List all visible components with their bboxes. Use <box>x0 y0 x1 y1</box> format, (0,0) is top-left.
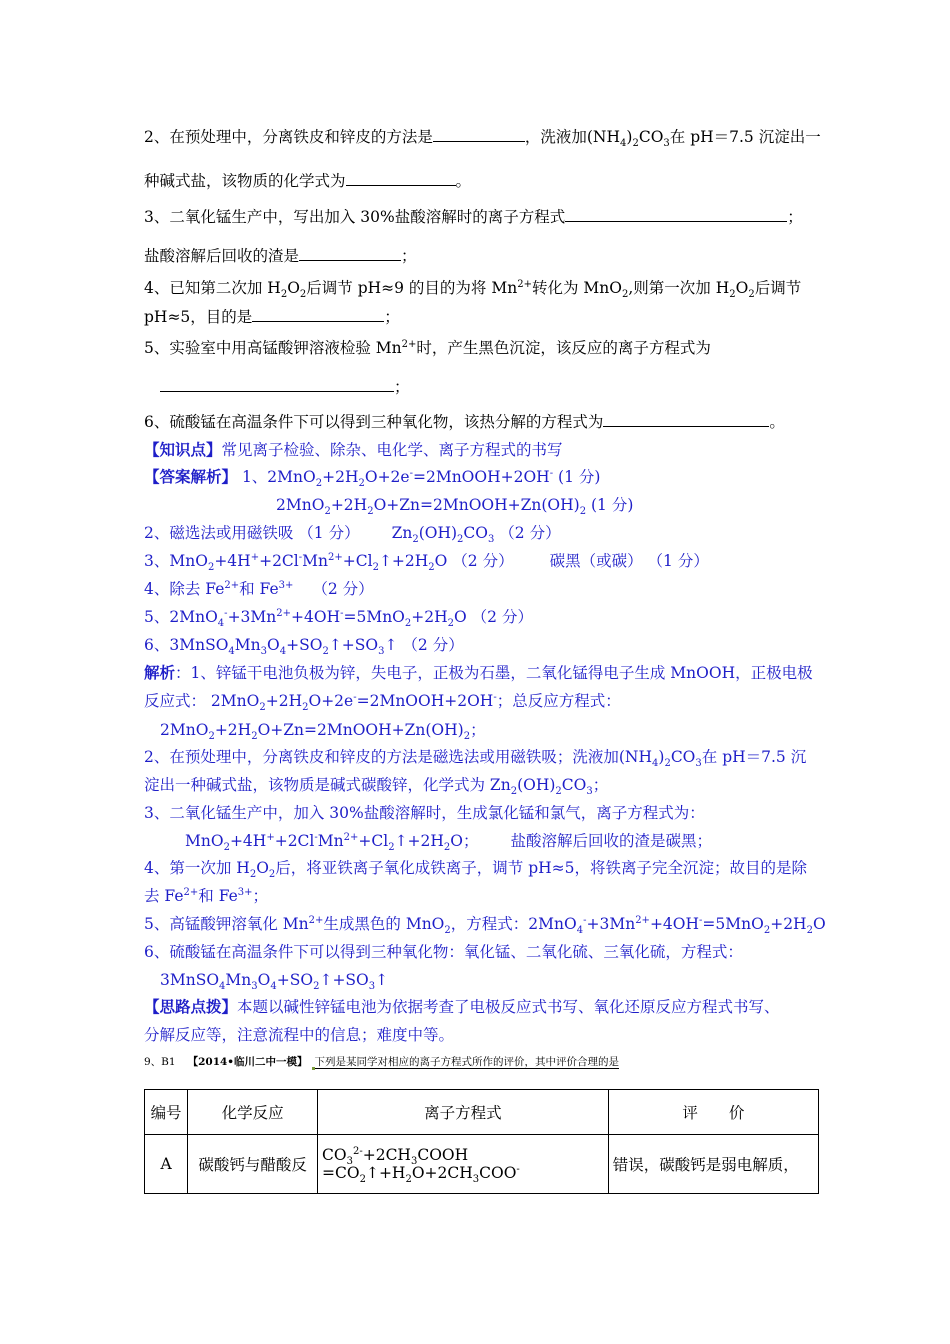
header-cell: 编号 <box>145 1090 188 1135</box>
q2-line1: 2、在预处理中，分离铁皮和锌皮的方法是 ，洗液加$(NH_4)_2CO_3$在 pH＝7.5 沉淀出一 <box>144 128 821 150</box>
header-cell: 化学反应 <box>188 1090 318 1135</box>
header-cell: 评 价 <box>608 1090 818 1135</box>
question-9-header: 9、B1 【2014•临川二中一模】 下列是某同学对相应的离子方程式所作的评价，其中评价合理的是 <box>144 1056 620 1068</box>
row-reaction: 碳酸钙与醋酸反 <box>188 1135 318 1194</box>
analysis-6-line1: 6、硫酸锰在高温条件下可以得到三种氧化物：氧化锰、二氧化硫、三氧化硫，方程式： <box>144 943 743 961</box>
q4-line1: 4、已知第二次加 $H_2O_2$后调节 pH≈9 的目的为将 $Mn^{2+}$转化为 MnO$_2$,则第一次加 $H_2O_2$后调节 <box>144 278 802 301</box>
row-id: A <box>145 1135 188 1194</box>
hint-line2: 分解反应等，注意流程中的信息；难度中等。 <box>144 1026 455 1044</box>
analysis-6-line2: $3MnSO_4Mn_3O_4+SO_2↑+SO_3↑$ <box>160 971 389 993</box>
analysis-3-line1: 3、二氧化锰生产中，加入 30%盐酸溶解时，生成氯化锰和氯气，离子方程式为： <box>144 804 705 822</box>
answer-3: 3、$MnO_2+4H^++2Cl^-Mn^{2+}+Cl_2↑+2H_2O$ （2 分） 碳黑（或碳） （1 分） <box>144 551 709 574</box>
analysis-5-line1: 5、高锰酸钾溶氧化 $Mn^{2+}$生成黑色的 MnO$_2$，方程式：$2MnO_4^-+3Mn^{2+}+4OH^-=5MnO_2+2H_2O$ <box>144 914 826 937</box>
answer-blank[interactable] <box>346 170 456 186</box>
answer-blank[interactable] <box>160 376 394 392</box>
analysis-1-line3: $2MnO_2+2H_2O+Zn=2MnOOH+Zn(OH)_2$； <box>160 721 486 743</box>
analysis-2-line1: 2、在预处理中，分离铁皮和锌皮的方法是磁选法或用磁铁吸；洗液加$(NH_4)_2CO_3$在 pH＝7.5 沉 <box>144 748 807 770</box>
table-row <box>145 1135 819 1194</box>
knowledge-point: 【知识点】常见离子检验、除杂、电化学、离子方程式的书写 <box>144 440 563 459</box>
table-header-row <box>145 1090 819 1135</box>
answer-blank[interactable] <box>252 306 384 322</box>
q5-line1: 5、实验室中用高锰酸钾溶液检验 $Mn^{2+}$时，产生黑色沉淀，该反应的离子方程式为 <box>144 338 711 357</box>
q3-line1: 3、二氧化锰生产中，写出加入 30%盐酸溶解时的离子方程式 ； <box>144 208 803 226</box>
answer-blank[interactable] <box>565 206 787 222</box>
analysis-1-line2: 反应式： $2MnO_2+2H_2O+2e^-=2MnOOH+2OH^-$；总反应方程式： <box>144 691 621 714</box>
q5-line2: ； <box>160 376 410 397</box>
hint-line1: 【思路点拨】本题以碱性锌锰电池为依据考查了电极反应式书写、氧化还原反应方程式书写、 <box>144 997 780 1016</box>
answer-4: 4、除去 $Fe^{2+}$和 $Fe^{3+}$ （2 分） <box>144 579 374 598</box>
analysis-3-line2: $MnO_2+4H^++2Cl^-Mn^{2+}+Cl_2↑+2H_2O$； 盐酸溶解后回收的渣是碳黑； <box>185 831 713 854</box>
answer-5: 5、$2MnO_4^-+3Mn^{2+}+4OH^-=5MnO_2+2H_2O$ （2 分） <box>144 607 533 630</box>
answer-blank[interactable] <box>299 245 401 261</box>
row-equation: $CO_3^{2-}+2CH_3COOH$ $=CO_2↑+H_2O+2CH_3COO^-$ <box>318 1135 609 1194</box>
header-cell: 离子方程式 <box>318 1090 609 1135</box>
evaluation-table <box>144 1089 819 1194</box>
answer-6: 6、$3MnSO_4Mn_3O_4+SO_2↑+SO_3↑$ （2 分） <box>144 636 464 658</box>
q4-line2: pH≈5，目的是 ； <box>144 308 400 326</box>
analysis-1-line1: 解析：1、锌锰干电池负极为锌，失电子，正极为石墨，二氧化锰得电子生成 MnOOH，正极电极 <box>144 663 813 682</box>
analysis-2-line2: 淀出一种碱式盐，该物质是碱式碳酸锌，化学式为 $Zn_2(OH)_2CO_3$； <box>144 776 609 798</box>
answer-1b: $2MnO_2+2H_2O+Zn=2MnOOH+Zn(OH)_2$ (1 分) <box>276 496 634 518</box>
q3-line2: 盐酸溶解后回收的渣是 ； <box>144 247 417 265</box>
analysis-4-line1: 4、第一次加 $H_2O_2$后，将亚铁离子氧化成铁离子，调节 pH≈5，将铁离子完全沉淀；故目的是除 <box>144 859 807 881</box>
answer-blank[interactable] <box>603 411 769 427</box>
q2-line2: 种碱式盐，该物质的化学式为 。 <box>144 172 472 190</box>
answer-1: 【答案解析】 1、$2MnO_2+2H_2O+2e^-=2MnOOH+2OH^-$ (1 分) <box>144 467 601 490</box>
answer-2: 2、磁选法或用磁铁吸 （1 分） $Zn_2(OH)_2CO_3$ （2 分） <box>144 524 561 546</box>
q6-line1: 6、硫酸锰在高温条件下可以得到三种氧化物，该热分解的方程式为 。 <box>144 413 785 431</box>
answer-blank[interactable] <box>433 126 525 142</box>
row-comment: 错误，碳酸钙是弱电解质， <box>608 1135 818 1194</box>
analysis-4-line2: 去 $Fe^{2+}$和 $Fe^{3+}$； <box>144 886 269 905</box>
